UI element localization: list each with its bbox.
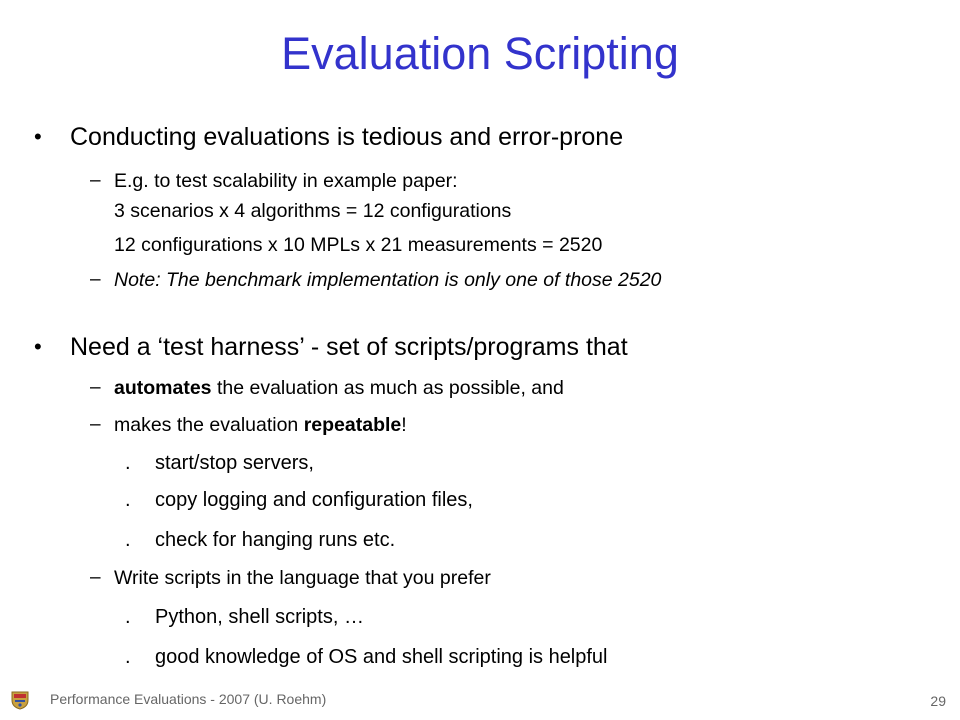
bullet-2-sub-2-item-text: start/stop servers, [155,452,314,474]
bullet-2-sub-3-item [125,644,608,670]
page-number: 29 [930,693,946,709]
bullet-2-sub-2-pre: makes the evaluation [114,414,304,436]
bullet-2-sub-2-item [125,527,396,553]
small-dot-icon: . [125,489,131,511]
small-dot-icon: . [125,529,131,551]
dash-icon: – [90,269,101,290]
bullet-2-sub-1-bold: automates [114,377,212,399]
bullet-1-sub-2-text: Note: The benchmark implementation is only one of those 2520 [114,269,662,291]
bullet-2-sub-3-text: Write scripts in the language that you prefer [114,567,491,589]
dash-icon: – [90,567,101,588]
bullet-2-sub-3-item-text: Python, shell scripts, … [155,606,364,628]
bullet-2-sub-3-item-text: good knowledge of OS and shell scripting is helpful [155,646,608,668]
bullet-2-sub-1 [90,376,564,400]
dash-icon: – [90,377,101,398]
bullet-1-sub-1-line-2: 3 scenarios x 4 algorithms = 12 configurations [114,200,512,222]
bullet-1-sub-1 [90,169,458,193]
bullet-2-sub-3 [90,566,491,590]
bullet-2-sub-2-item-text: copy logging and configuration files, [155,489,473,511]
bullet-2-sub-2-item [125,450,314,476]
bullet-2-sub-1-rest: the evaluation as much as possible, and [211,377,564,399]
small-dot-icon: . [125,452,131,474]
dash-icon: – [90,170,101,191]
bullet-1-text: Conducting evaluations is tedious and error-prone [70,123,624,151]
dash-icon: – [90,414,101,435]
bullet-2-sub-2-item [125,487,473,513]
bullet-2-text: Need a ‘test harness’ - set of scripts/programs that [70,333,628,361]
university-crest-icon [10,690,30,710]
bullet-2-sub-2 [90,413,407,437]
bullet-2 [34,332,628,362]
small-dot-icon: . [125,646,131,668]
bullet-1 [34,122,624,152]
footer-text: Performance Evaluations - 2007 (U. Roehm) [50,691,327,707]
bullet-1-sub-1-line-1: E.g. to test scalability in example paper: [114,170,458,192]
bullet-2-sub-2-bold: repeatable [303,414,402,436]
bullet-2-sub-2-item-text: check for hanging runs etc. [155,529,396,551]
bullet-dot-icon: • [34,334,42,359]
bullet-1-sub-2 [90,268,662,292]
bullet-2-sub-3-item [125,604,364,630]
bullet-1-sub-1-line-3: 12 configurations x 10 MPLs x 21 measurements = 2520 [114,234,603,256]
bullet-dot-icon: • [34,124,42,149]
slide-title: Evaluation Scripting [281,28,679,79]
small-dot-icon: . [125,606,131,628]
bullet-2-sub-2-post: ! [401,414,407,436]
